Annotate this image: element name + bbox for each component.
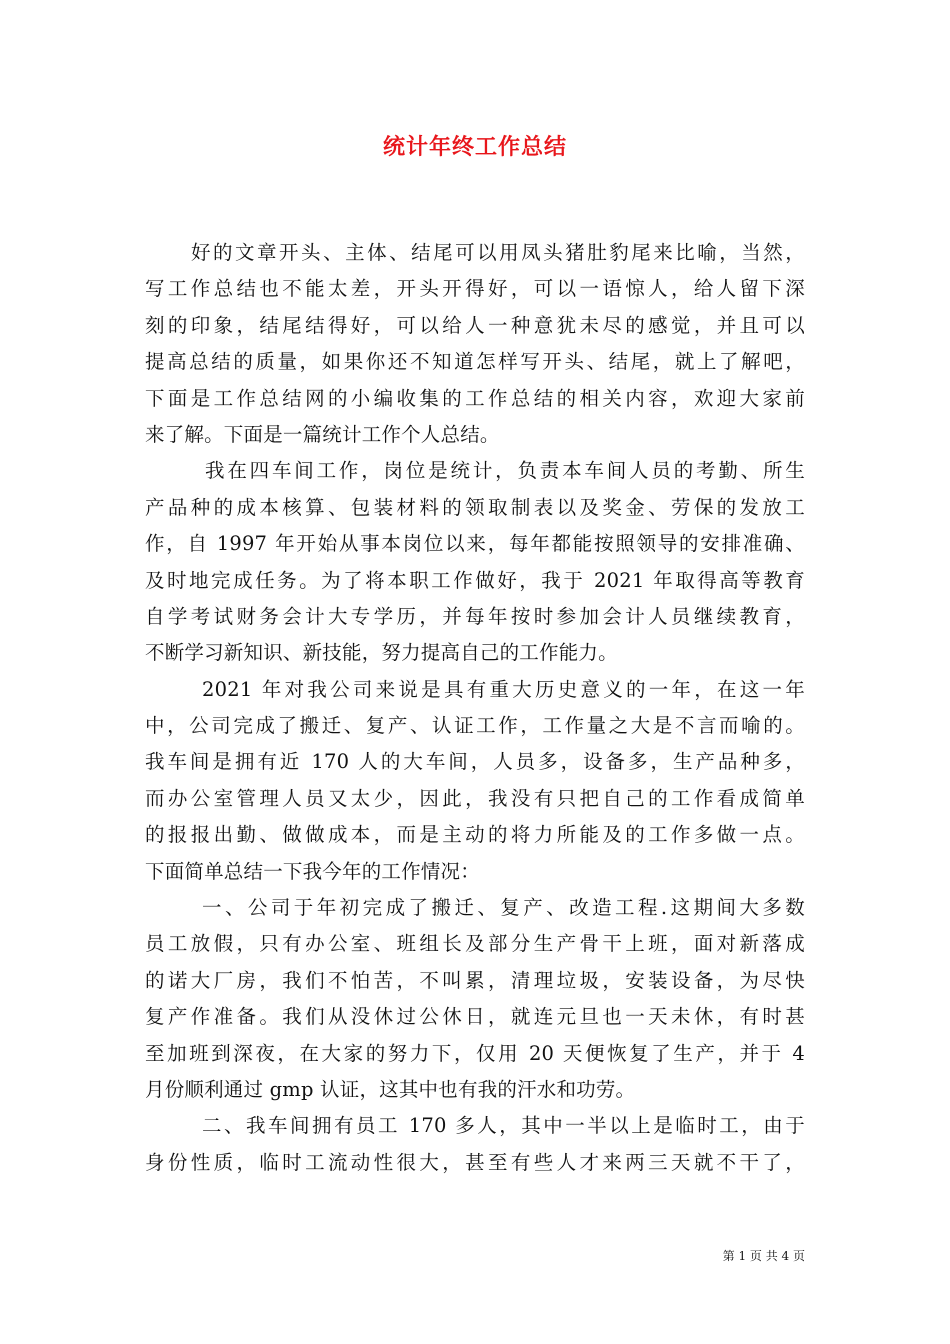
paragraph-4-line-1: 一、公司于年初完成了搬迁、复产、改造工程.这期间大多数 [202,896,805,920]
paragraph-4-line-5: 至加班到深夜，在大家的努力下，仅用 20 天便恢复了生产，并于 4 [145,1041,805,1065]
paragraph-3-line-5: 的报报出勤、做做成本，而是主动的将力所能及的工作多做一点。 [145,823,805,847]
paragraph-2-line-1: 我在四车间工作，岗位是统计，负责本车间人员的考勤、所生 [205,459,805,483]
paragraph-4-line-2: 员工放假，只有办公室、班组长及部分生产骨干上班，面对新落成 [145,932,805,956]
paragraph-1-line-1: 好的文章开头、主体、结尾可以用凤头猪肚豹尾来比喻，当然， [191,241,805,264]
paragraph-4-line-3: 的诺大厂房，我们不怕苦，不叫累，清理垃圾，安装设备，为尽快 [145,968,805,992]
paragraph-2-line-5: 自学考试财务会计大专学历，并每年按时参加会计人员继续教育， [145,604,805,628]
paragraph-4-line-6: 月份顺利通过 gmp 认证，这其中也有我的汗水和功劳。 [145,1077,636,1101]
paragraph-1-line-2: 写工作总结也不能太差，开头开得好，可以一语惊人，给人留下深 [145,277,805,301]
document-title: 统计年终工作总结 [382,135,567,160]
paragraph-2-line-3: 作，自 1997 年开始从事本岗位以来，每年都能按照领导的安排准确、 [145,532,805,556]
paragraph-1-line-3: 刻的印象，结尾结得好，可以给人一种意犹未尽的感觉，并且可以 [145,313,805,337]
paragraph-3-line-3: 我车间是拥有近 170 人的大车间，人员多，设备多，生产品种多， [145,750,805,774]
paragraph-4-line-4: 复产作准备。我们从没休过公休日，就连元旦也一天未休，有时甚 [145,1005,805,1029]
paragraph-3-line-4: 而办公室管理人员又太少，因此，我没有只把自己的工作看成简单 [145,786,805,810]
paragraph-3-line-6: 下面简单总结一下我今年的工作情况： [145,859,480,883]
paragraph-1-line-5: 下面是工作总结网的小编收集的工作总结的相关内容，欢迎大家前 [145,386,805,410]
paragraph-2-line-6: 不断学习新知识、新技能，努力提高自己的工作能力。 [145,641,618,665]
paragraph-1-line-4: 提高总结的质量，如果你还不知道怎样写开头、结尾，就上了解吧， [145,350,805,374]
paragraph-2-line-4: 及时地完成任务。为了将本职工作做好，我于 2021 年取得高等教育 [145,568,805,592]
paragraph-5-line-1: 二、我车间拥有员工 170 多人，其中一半以上是临时工，由于 [202,1114,805,1138]
document-body [145,235,805,1181]
paragraph-3-line-1: 2021 年对我公司来说是具有重大历史意义的一年，在这一年 [202,677,805,701]
paragraph-5-line-2: 身份性质，临时工流动性很大，甚至有些人才来两三天就不干了， [145,1150,805,1174]
page-number-footer: 第 1 页 共 4 页 [722,1249,805,1263]
paragraph-1-line-6: 来了解。下面是一篇统计工作个人总结。 [145,422,500,446]
paragraph-2-line-2: 产品种的成本核算、包装材料的领取制表以及奖金、劳保的发放工 [145,495,805,519]
paragraph-3-line-2: 中，公司完成了搬迁、复产、认证工作，工作量之大是不言而喻的。 [145,714,805,738]
